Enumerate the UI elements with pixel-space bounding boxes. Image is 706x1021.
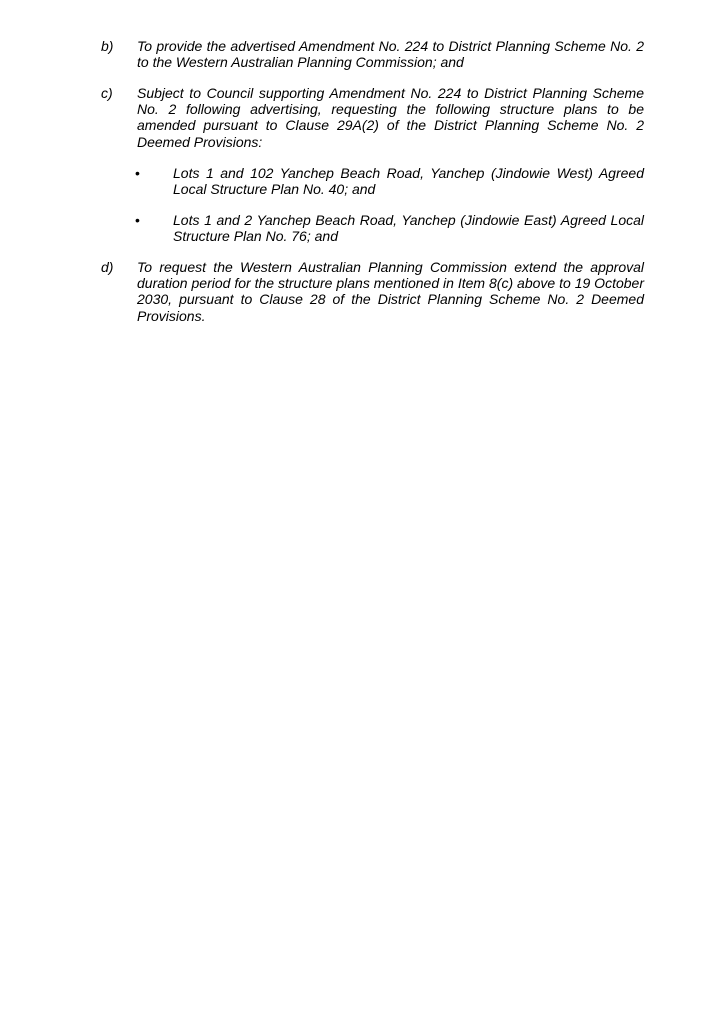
item-text: To provide the advertised Amendment No. 224 to District Planning Scheme No. 2 to the Western Australian Planning Commission; and	[137, 38, 644, 71]
bullet-text: Lots 1 and 2 Yanchep Beach Road, Yanchep (Jindowie East) Agreed Local Structure Plan No. 76; and	[173, 212, 644, 245]
item-text: To request the Western Australian Planning Commission extend the approval duration period for the structure plans mentioned in Item 8(c) above to 19 October 2030, pursuant to Clause 28 of the District Planning Scheme No. 2 Deemed Provisions.	[137, 259, 644, 324]
item-label: b)	[101, 38, 114, 54]
bullet-icon: •	[135, 165, 140, 181]
bullet-icon: •	[135, 212, 140, 228]
item-text: Subject to Council supporting Amendment No. 224 to District Planning Scheme No. 2 following advertising, requesting the following structure plans to be amended pursuant to Clause 29A(2) of the District Planning Scheme No. 2 Deemed Provisions:	[137, 85, 644, 150]
item-label: c)	[101, 85, 113, 101]
bullet-text: Lots 1 and 102 Yanchep Beach Road, Yanchep (Jindowie West) Agreed Local Structure Plan No. 40; and	[173, 165, 644, 198]
item-label: d)	[101, 259, 114, 275]
